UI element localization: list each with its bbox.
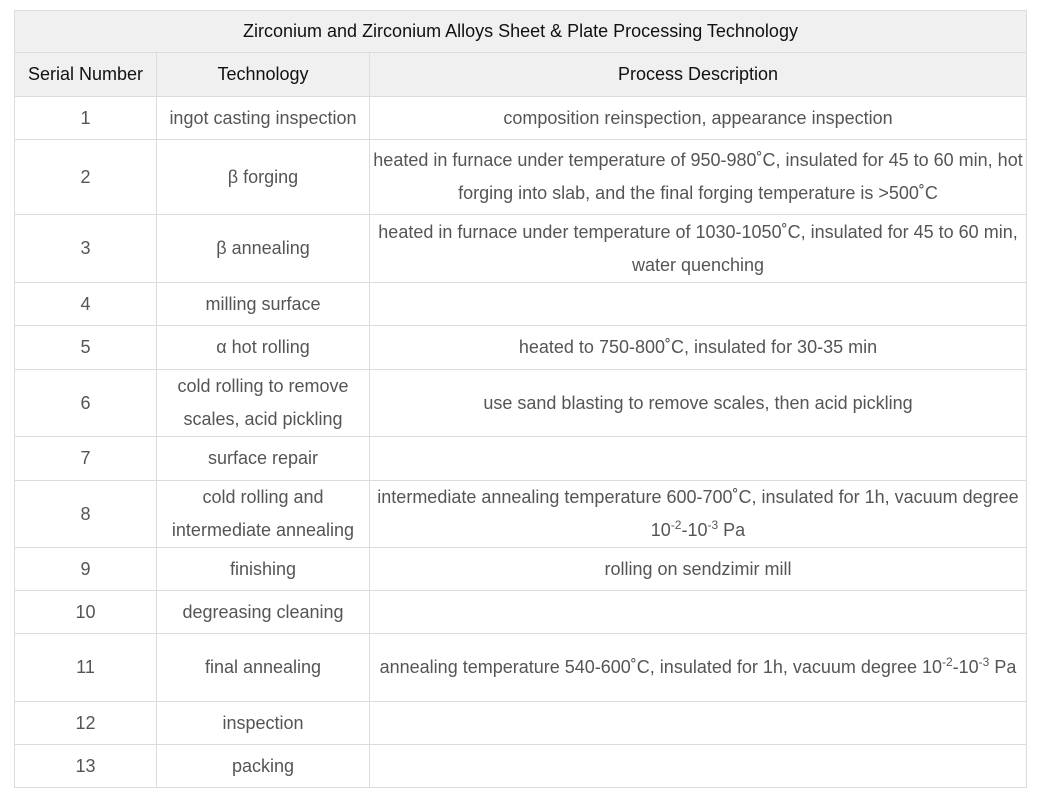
superscript: -3 (707, 518, 719, 532)
table-title-row (15, 11, 1027, 53)
description-text: composition reinspection, appearance inspection (503, 107, 893, 128)
table-row (15, 481, 1027, 548)
process-description-cell (370, 140, 1027, 215)
serial-number-cell: 9 (15, 548, 157, 591)
description-text: annealing temperature 540-600˚C, insulated for 1h, vacuum degree 10 (379, 657, 942, 677)
serial-number-cell: 11 (15, 634, 157, 702)
process-description-cell (370, 591, 1027, 634)
header-process-description: Process Description (370, 53, 1027, 97)
process-description-cell (370, 283, 1027, 326)
description-text: heated to 750-800˚C, insulated for 30-35 min (518, 337, 878, 357)
technology-cell: β forging (157, 140, 370, 215)
technology-cell: finishing (157, 548, 370, 591)
serial-number-cell: 8 (15, 481, 157, 548)
serial-number-cell: 13 (15, 745, 157, 788)
table-row (15, 140, 1027, 215)
serial-number-cell: 7 (15, 437, 157, 481)
header-technology: Technology (157, 53, 370, 97)
description-text: use sand blasting to remove scales, then acid pickling (483, 392, 913, 413)
description-text: heated in furnace under temperature of 950-980˚C, insulated for 45 to 60 min, hot forging into slab, and the final forging temperature is >500˚C (373, 150, 1023, 203)
technology-cell: packing (157, 745, 370, 788)
table-row (15, 634, 1027, 702)
table-row (15, 591, 1027, 634)
superscript: -2 (670, 518, 682, 532)
description-text: -10 (952, 657, 979, 677)
serial-number-cell: 6 (15, 370, 157, 437)
process-description-cell (370, 326, 1027, 370)
technology-cell: degreasing cleaning (157, 591, 370, 634)
table-row (15, 283, 1027, 326)
table-row (15, 437, 1027, 481)
description-text: Pa (989, 657, 1017, 677)
technology-cell: ingot casting inspection (157, 97, 370, 140)
technology-cell: milling surface (157, 283, 370, 326)
table-row (15, 745, 1027, 788)
process-description-cell (370, 481, 1027, 548)
processing-technology-table (14, 10, 1027, 788)
header-serial-number: Serial Number (15, 53, 157, 97)
process-description-cell (370, 634, 1027, 702)
technology-cell: final annealing (157, 634, 370, 702)
table-row (15, 702, 1027, 745)
table-row (15, 326, 1027, 370)
technology-cell: inspection (157, 702, 370, 745)
table-row (15, 370, 1027, 437)
table-title: Zirconium and Zirconium Alloys Sheet & Plate Processing Technology (15, 11, 1027, 53)
table-header-row (15, 53, 1027, 97)
technology-cell: cold rolling to remove scales, acid pickling (157, 370, 370, 437)
technology-cell: β annealing (157, 215, 370, 283)
serial-number-cell: 2 (15, 140, 157, 215)
serial-number-cell: 12 (15, 702, 157, 745)
technology-cell: surface repair (157, 437, 370, 481)
description-text: intermediate annealing temperature 600-700˚C, insulated for 1h, vacuum degree 10 (377, 487, 1019, 540)
serial-number-cell: 10 (15, 591, 157, 634)
process-description-cell (370, 437, 1027, 481)
process-description-cell (370, 745, 1027, 788)
description-text: rolling on sendzimir mill (604, 558, 792, 579)
description-text: Pa (718, 520, 746, 540)
technology-cell: α hot rolling (157, 326, 370, 370)
process-description-cell (370, 702, 1027, 745)
serial-number-cell: 1 (15, 97, 157, 140)
description-text: heated in furnace under temperature of 1030-1050˚C, insulated for 45 to 60 min, water quenching (378, 221, 1018, 275)
process-description-cell (370, 97, 1027, 140)
table-row (15, 548, 1027, 591)
process-description-cell (370, 370, 1027, 437)
serial-number-cell: 4 (15, 283, 157, 326)
process-description-cell (370, 548, 1027, 591)
process-description-cell (370, 215, 1027, 283)
description-text: -10 (681, 520, 708, 540)
serial-number-cell: 3 (15, 215, 157, 283)
superscript: -3 (978, 655, 990, 669)
serial-number-cell: 5 (15, 326, 157, 370)
technology-cell: cold rolling and intermediate annealing (157, 481, 370, 548)
superscript: -2 (941, 655, 953, 669)
table-row (15, 97, 1027, 140)
table-body (15, 97, 1027, 788)
table-row (15, 215, 1027, 283)
